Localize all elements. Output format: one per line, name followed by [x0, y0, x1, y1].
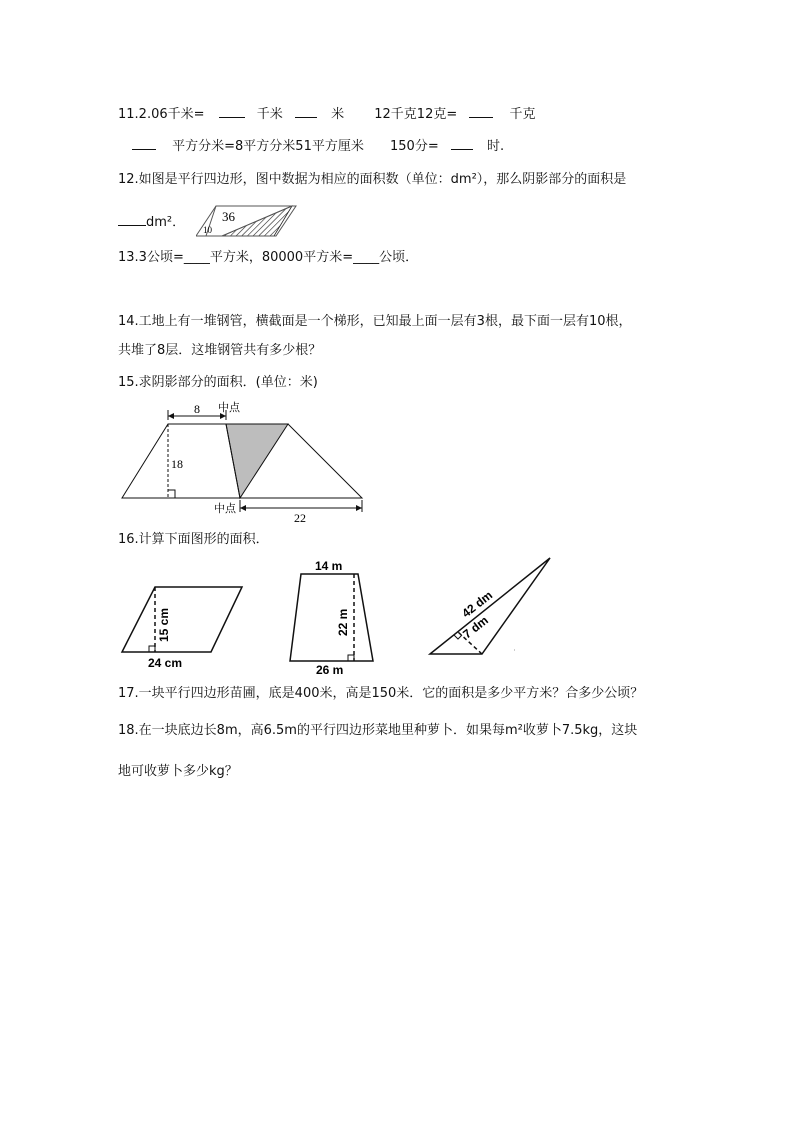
q11-line2	[132, 136, 504, 156]
q16-parallelogram	[122, 587, 242, 670]
answer-blank	[132, 136, 156, 150]
q15-label-top-midpoint: 中点	[218, 401, 240, 414]
q11-mass-expr: 12千克12克=	[374, 107, 458, 122]
q18-question-line1: 18.在一块底边长8m，高6.5m的平行四边形菜地里种萝卜．如果每m²收萝卜7.5kg，这块	[118, 723, 638, 738]
q11-line1	[118, 104, 536, 124]
q15-label-22: 22	[294, 511, 306, 525]
q11-time-expr: 150分=	[390, 139, 439, 154]
q11-length-expr: 11.2.06千米=	[118, 107, 205, 122]
q16-parallelogram-height: 15 cm	[157, 607, 171, 642]
q16-triangle-base: 42 dm	[459, 587, 496, 621]
q11-area-expr: 平方分米=8平方分米51平方厘米	[172, 139, 364, 154]
q16-question: 16.计算下面图形的面积．	[118, 532, 269, 547]
q12-answer-unit: dm²．	[146, 215, 186, 230]
answer-blank	[469, 104, 493, 118]
answer-blank	[451, 136, 473, 150]
answer-blank	[219, 104, 245, 118]
q11-unit-hour: 时.	[487, 139, 505, 154]
q18-question-line2: 地可收萝卜多少kg？	[118, 764, 238, 779]
q14-question-line2: 共堆了8层．这堆钢管共有多少根？	[118, 343, 322, 358]
q15-shaded-triangle	[226, 424, 288, 498]
q11-unit-m: 米	[331, 107, 345, 122]
q13-question: 13.3公顷=____平方米，80000平方米=____公顷．	[118, 250, 419, 265]
q16-trapezoid	[290, 559, 373, 677]
q14-question-line1: 14.工地上有一堆钢管，横截面是一个梯形，已知最上面一层有3根，最下面一层有10根，	[118, 314, 632, 329]
q16-figures	[118, 554, 568, 678]
q11-unit-kg: 千克	[509, 107, 536, 122]
q15-trapezoid-figure	[118, 396, 368, 526]
q17-question: 17.一块平行四边形苗圃，底是400米，高是150米．它的面积是多少平方米？合多少公顷？	[118, 686, 644, 701]
answer-blank	[118, 212, 146, 226]
q15-label-bottom-midpoint: 中点	[214, 502, 236, 515]
q11-unit-km: 千米	[256, 107, 283, 122]
answer-blank	[295, 104, 317, 118]
q15-question: 15.求阴影部分的面积．(单位：米)	[118, 375, 318, 390]
q12-label-10: 10	[203, 225, 212, 235]
q12-label-36: 36	[222, 209, 235, 224]
q16-parallelogram-base: 24 cm	[148, 656, 183, 670]
q16-trapezoid-bottom: 26 m	[316, 663, 344, 677]
q15-label-8: 8	[194, 402, 200, 416]
q16-triangle	[430, 558, 550, 654]
q12-answer-line	[118, 212, 185, 232]
q16-trapezoid-height: 22 m	[336, 608, 350, 636]
q16-triangle-height: 7 dm	[460, 613, 491, 642]
q12-question: 12.如图是平行四边形，图中数据为相应的面积数（单位：dm²），那么阴影部分的面积是	[118, 172, 627, 187]
q12-parallelogram-figure	[196, 202, 298, 240]
q15-label-18: 18	[171, 457, 183, 471]
q16-trapezoid-top: 14 m	[315, 559, 343, 573]
